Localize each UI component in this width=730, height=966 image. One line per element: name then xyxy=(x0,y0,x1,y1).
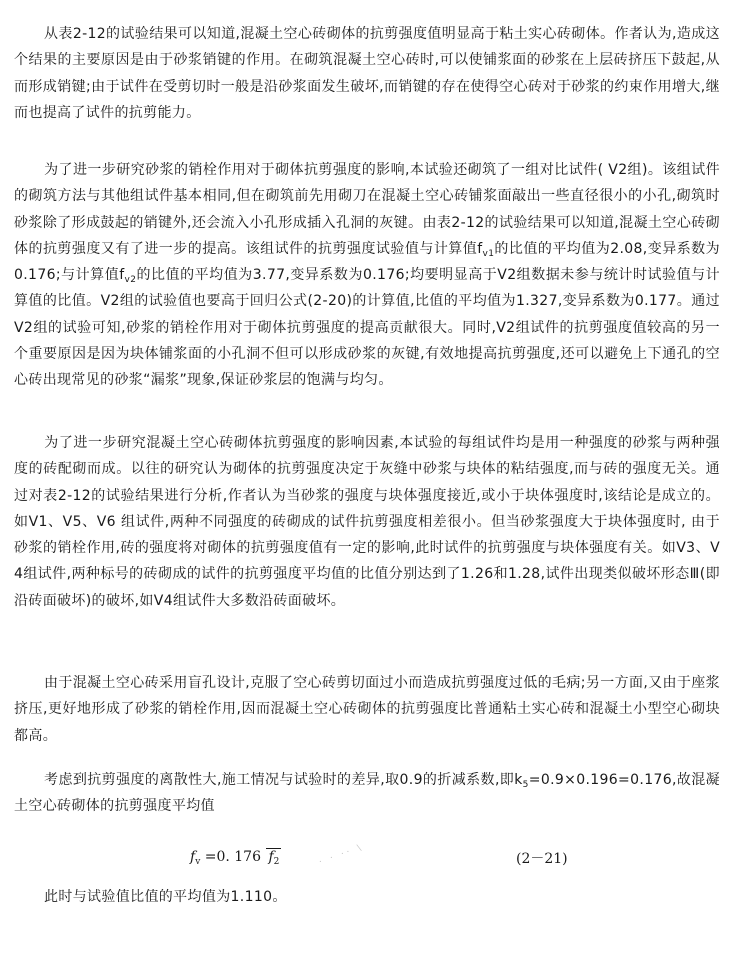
subscript-v2: v2 xyxy=(124,275,137,286)
paragraph-2-text-c: 的比值的平均值为3.77,变异系数为0.176;均要明显高于V2组数据未参与统计时试验值与计算值的比值。V2组的试验值也要高于回归公式(2-20)的计算值,比值的平均值为1.327,变异系数为0.177。通过V2组的试验可知,砂浆的销栓作用对于砌体抗剪强度的提高贡献很大。同时,V2组试件的抗剪强度值较高的另一个重要原因是因为块体铺浆面的小孔洞不但可以形成砂浆的灰键,有效地提高抗剪强度,还可以避免上下通孔的空心砖出现常见的砂浆“漏浆”现象,保证砂浆层的饱满与均匀。 xyxy=(14,267,721,389)
paragraph-3 xyxy=(14,430,720,614)
paragraph-1 xyxy=(14,21,720,126)
equation-lhs: f xyxy=(190,849,196,865)
subscript-5: 5 xyxy=(522,780,529,790)
paragraph-4 xyxy=(14,670,720,749)
paragraph-2-text-a: 为了进一步研究砂浆的销栓作用对于砌体抗剪强度的影响,本试验还砌筑了一组对比试件( V2组)。该组试件的砌筑方法与其他组试件基本相同,但在砌筑前先用砌刀在混凝土空心砖铺浆面敲出一些直径很小的小孔,砌筑时砂浆除了形成鼓起的销键外,还会流入小孔形成插入孔洞的灰键。由表2-12的试验结果可以知道,混凝土空心砖砌体的抗剪强度又有了进一步的提高。该组试件的抗剪强度试验值与计算值f xyxy=(14,162,720,257)
paragraph-6 xyxy=(14,884,720,910)
paragraph-2 xyxy=(14,157,720,394)
paragraph-4-text: 由于混凝土空心砖采用盲孔设计,克服了空心砖剪切面过小而造成抗剪强度过低的毛病;另一方面,又由于座浆挤压,更好地形成了砂浆的销栓作用,因而混凝土空心砖砌体的抗剪强度比普通粘土实心砖和混凝土小型空心砌块都高。 xyxy=(14,675,720,744)
equation-number: (2－21) xyxy=(516,851,568,867)
subscript-v1: v1 xyxy=(482,248,495,259)
square-root xyxy=(266,848,281,865)
equation-2-21 xyxy=(0,842,730,874)
watermark-marks: · · ·· \ xyxy=(317,842,366,868)
paragraph-3-text: 为了进一步研究混凝土空心砖砌体抗剪强度的影响因素,本试验的每组试件均是用一种强度的砂浆与两种强度的砖配砌而成。以往的研究认为砌体的抗剪强度决定于灰缝中砂浆与块体的粘结强度,而与砖的强度无关。通过对表2-12的试验结果进行分析,作者认为当砂浆的强度与块体强度接近,或小于块体强度时,该结论是成立的。如V1、V5、V6 组试件,两种不同强度的砖砌成的试件抗剪强度相差很小。但当砂浆强度大于块体强度时, 由于砂浆的销栓作用,砖的强度将对砌体的抗剪强度值有一定的影响,此时试件的抗剪强度与块体强度有关。如V3、V4组试件,两种标号的砖砌成的试件的抗剪强度平均值的比值分别达到了1.26和1.28,试件出现类似破坏形态Ⅲ(即沿砖面破坏)的破坏,如V4组试件大多数沿砖面破坏。 xyxy=(14,435,720,609)
equation-radicand: f xyxy=(268,849,274,865)
equation-radicand-subscript: 2 xyxy=(273,857,280,867)
equation-expression xyxy=(190,848,281,865)
paragraph-6-text: 此时与试验值比值的平均值为1.110。 xyxy=(44,889,287,905)
paragraph-1-text: 从表2-12的试验结果可以知道,混凝土空心砖砌体的抗剪强度值明显高于粘土实心砖砌体。作者认为,造成这个结果的主要原因是由于砂浆销键的作用。在砌筑混凝土空心砖时,可以使铺浆面的砂浆在上层砖挤压下鼓起,从而形成销键;由于试件在受剪切时一般是沿砂浆面发生破坏,而销键的存在使得空心砖对于砂浆的约束作用增大,继而也提高了试件的抗剪能力。 xyxy=(14,26,720,121)
paragraph-5 xyxy=(14,767,720,820)
paragraph-5-text-b: =0.9×0.196=0.176,故混凝土空心砖砌体的抗剪强度平均值 xyxy=(14,772,720,815)
paragraph-2-text-b: 的比值的平均值为2.08,变异系数为0.176;与计算值f xyxy=(14,240,720,284)
equation-lhs-subscript: v xyxy=(195,857,201,867)
equation-coefficient: =0. 176 xyxy=(204,849,261,865)
paragraph-5-text-a: 考虑到抗剪强度的离散性大,施工情况与试验时的差异,取0.9的折减系数,即k xyxy=(44,772,523,788)
